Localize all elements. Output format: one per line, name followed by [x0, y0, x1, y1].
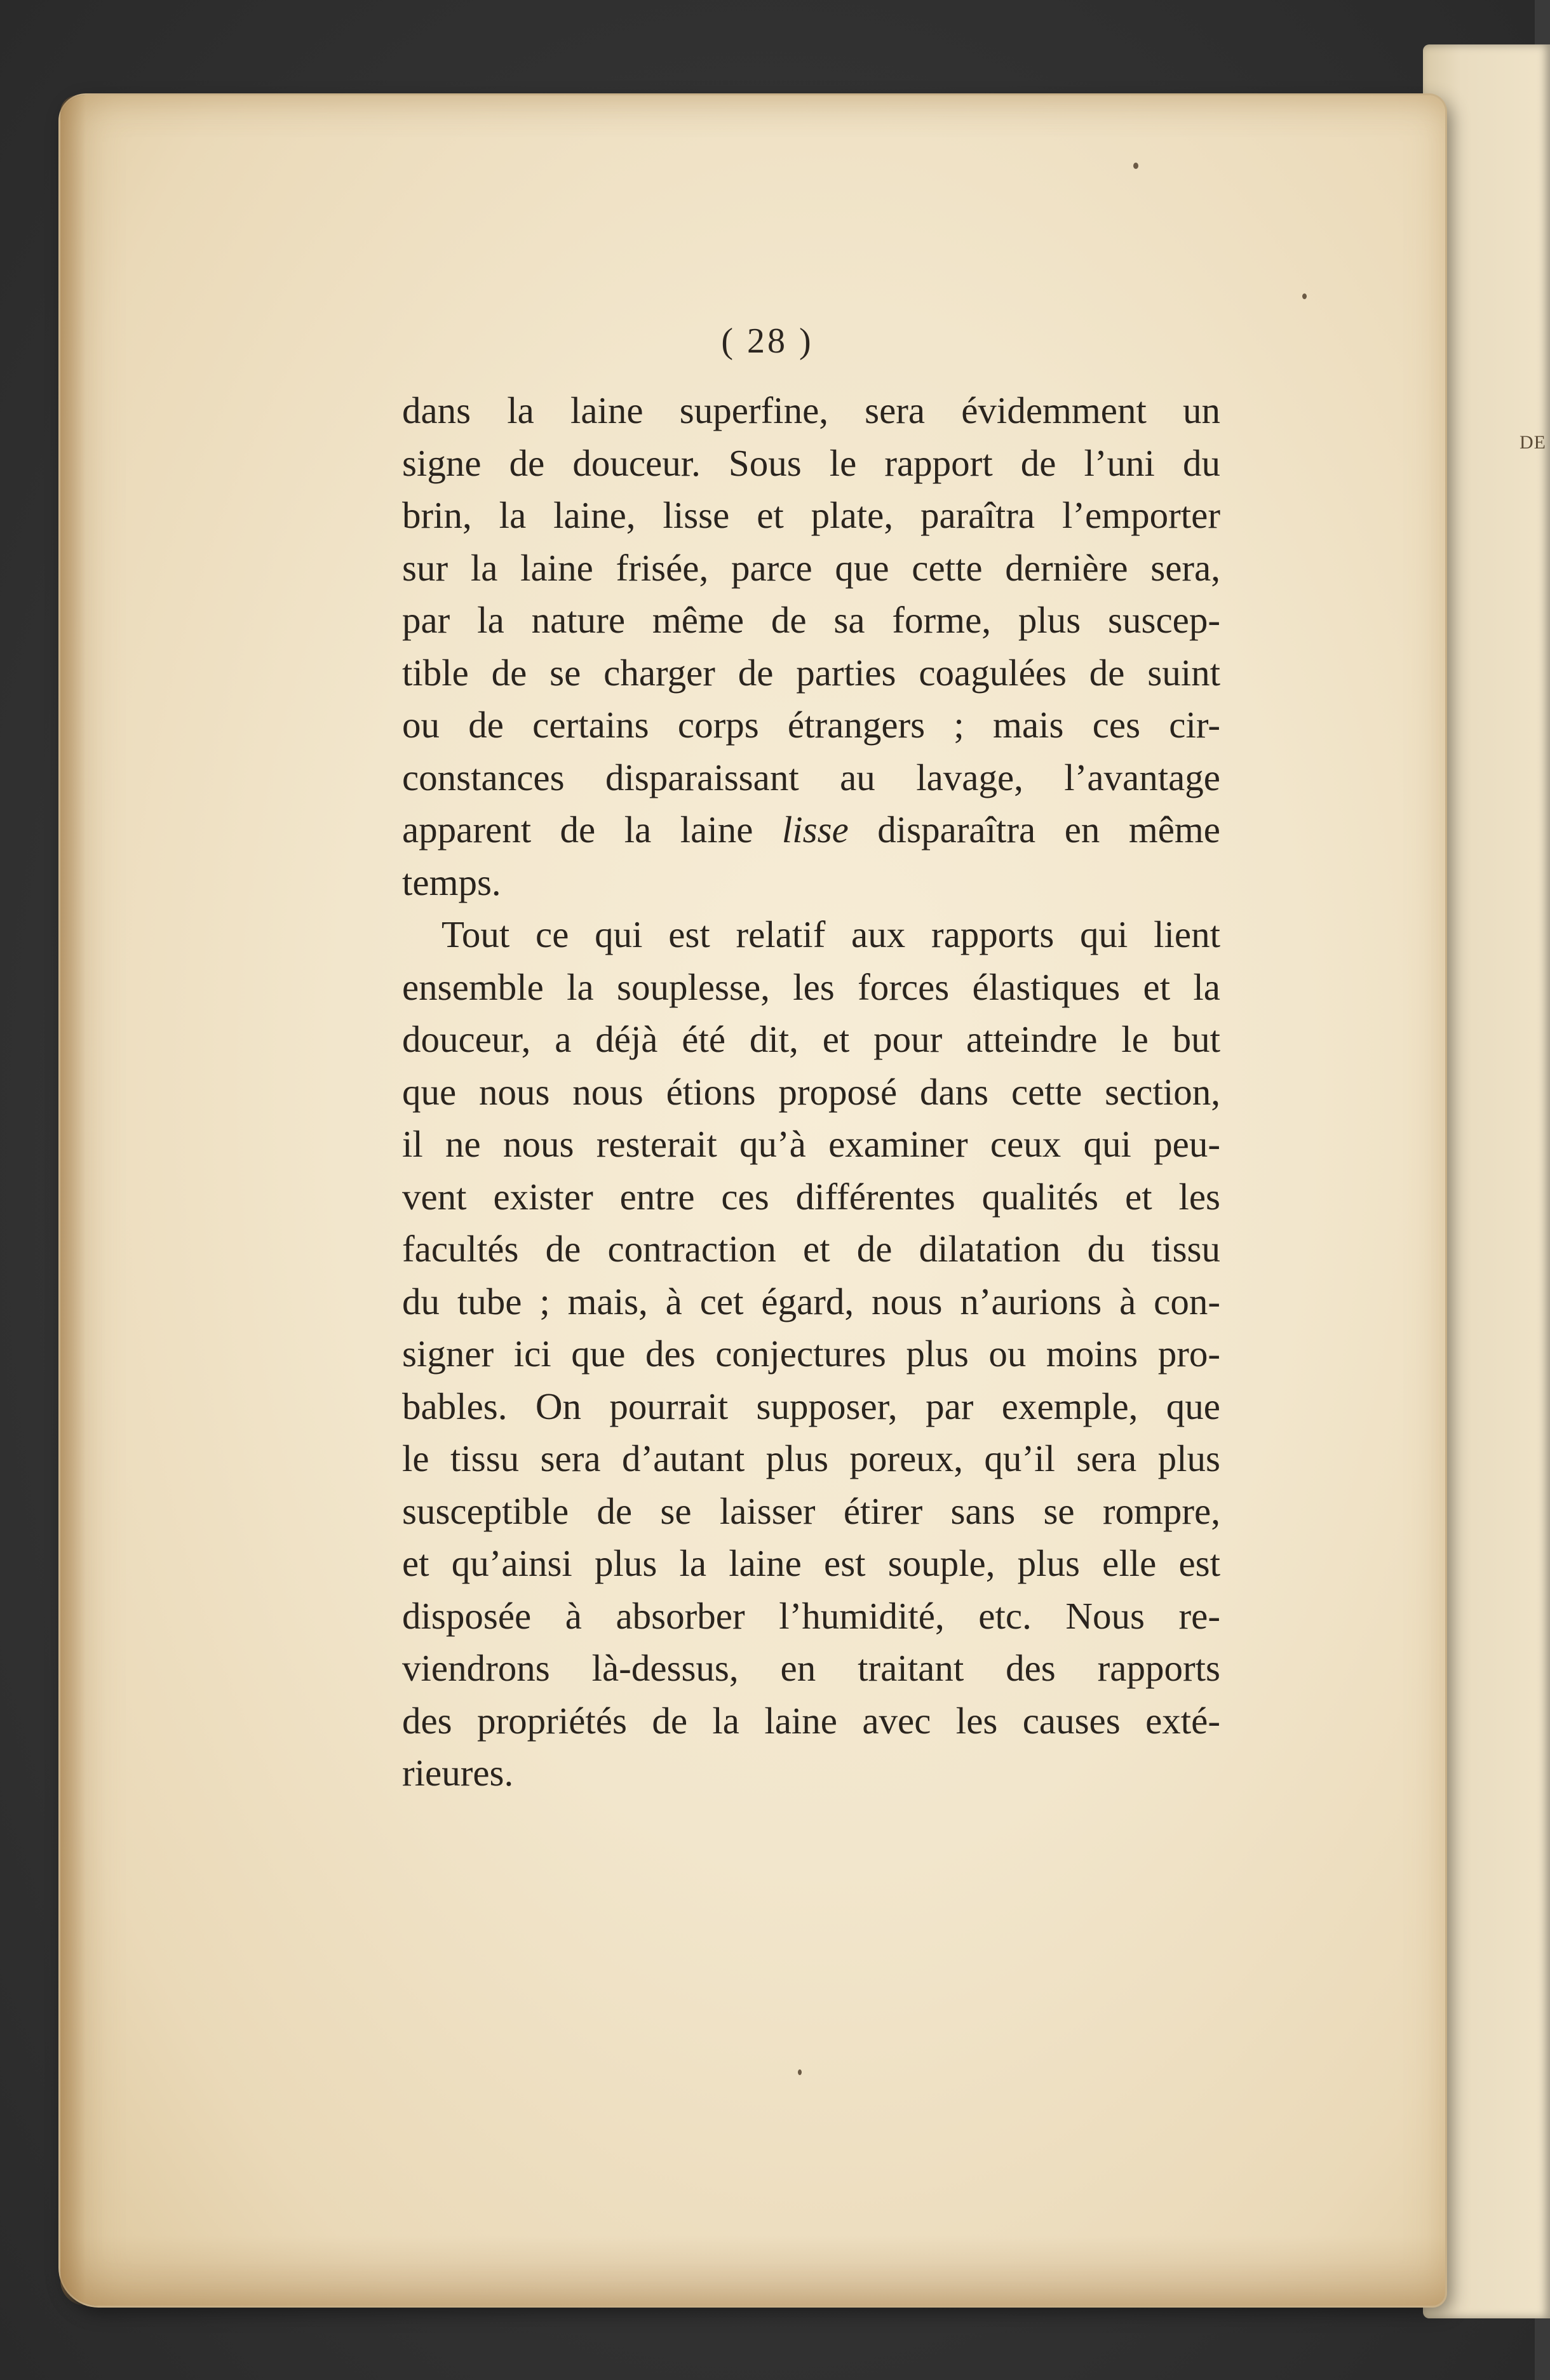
text-line: des propriétés de la laine avec les causes exté-	[402, 1699, 1220, 1742]
text-line: dans la laine superfine, sera évidemment un	[402, 389, 1220, 431]
text-line: Tout ce qui est relatif aux rapports qui lient	[441, 913, 1220, 955]
text-line: le tissu sera d’autant plus poreux, qu’il sera plus	[402, 1437, 1220, 1479]
text-line: du tube ; mais, à cet égard, nous n’aurions à con-	[402, 1280, 1220, 1322]
body-text	[402, 384, 1220, 1799]
text-line: et qu’ainsi plus la laine est souple, plus elle est	[402, 1542, 1220, 1584]
paper-speck	[798, 2069, 802, 2075]
text-line: constances disparaissant au lavage, l’avantage	[402, 756, 1220, 798]
text-line: sur la laine frisée, parce que cette dernière sera,	[402, 546, 1220, 589]
text-line: signer ici que des conjectures plus ou moins pro-	[402, 1333, 1220, 1375]
paper-speck	[1133, 163, 1138, 169]
text-line: rieures.	[402, 1752, 514, 1794]
text-line: ou de certains corps étrangers ; mais ces cir-	[402, 704, 1220, 746]
text-line: ensemble la souplesse, les forces élastiques et la	[402, 965, 1220, 1008]
text-line: douceur, a déjà été dit, et pour atteindre le but	[402, 1018, 1220, 1060]
italic-word: lisse	[781, 809, 849, 850]
text-line: temps.	[402, 861, 501, 903]
text-line: susceptible de se laisser étirer sans se rompre,	[402, 1489, 1220, 1532]
text-line: facultés de contraction et de dilatation du tissu	[402, 1228, 1220, 1270]
text-segment: apparent de la laine	[402, 809, 782, 850]
text-line: il ne nous resterait qu’à examiner ceux qui peu-	[402, 1123, 1220, 1165]
page-number: ( 28 )	[721, 321, 814, 361]
text-line: brin, la laine, lisse et plate, paraîtra l’emporter	[402, 494, 1220, 536]
text-line: par la nature même de sa forme, plus suscep-	[402, 599, 1220, 641]
text-line: viendrons là-dessus, en traitant des rapports	[402, 1647, 1220, 1689]
text-line: signe de douceur. Sous le rapport de l’uni du	[402, 441, 1220, 484]
text-segment: disparaîtra en même	[848, 809, 1220, 850]
text-line: bables. On pourrait supposer, par exemple, que	[402, 1385, 1220, 1427]
next-page-fragment: DE	[1520, 432, 1546, 453]
text-line: vent exister entre ces différentes qualités et les	[402, 1175, 1220, 1218]
text-line: disposée à absorber l’humidité, etc. Nous re-	[402, 1594, 1220, 1637]
paper-speck	[1302, 293, 1307, 299]
text-line	[402, 803, 1220, 856]
text-line: tible de se charger de parties coagulées de suint	[402, 651, 1220, 694]
text-line: que nous nous étions proposé dans cette section,	[402, 1070, 1220, 1113]
